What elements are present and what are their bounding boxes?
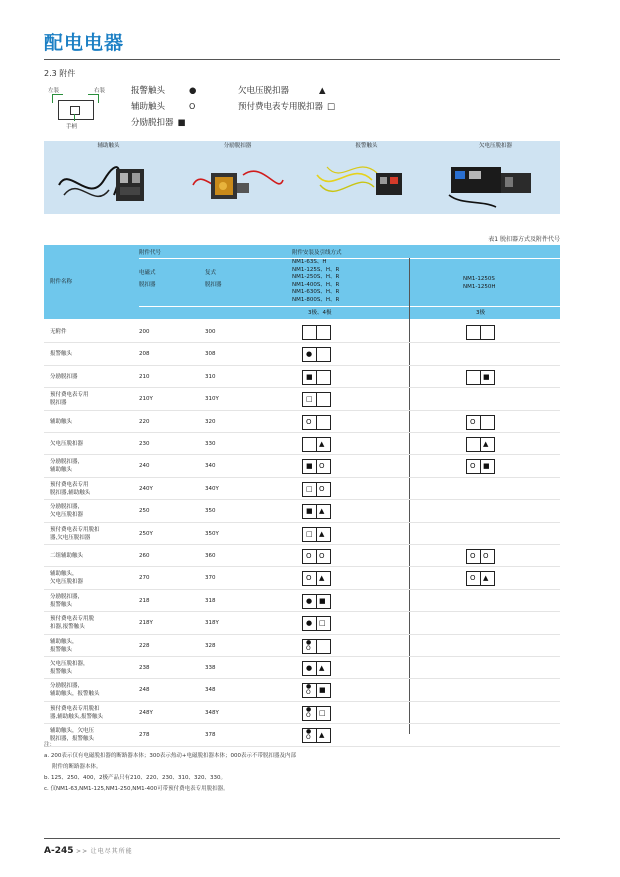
table-row [44,388,560,410]
photo-label-undervoltage: 欠电压脱扣器 [478,143,512,149]
accessory-name-line: 辅助触头 [50,418,73,425]
photo-label-alarm: 报警触头 [355,143,378,149]
wiring-symbol [466,459,495,474]
accessory-name-line: 脱扣器，报警触头 [50,736,95,743]
electromagnetic-code-cell: 230 [139,441,150,447]
table-row [44,590,560,612]
wiring-symbol [302,706,331,721]
accessory-name-cell [50,615,94,631]
accessory-name-line: 分励脱扣器， [50,683,84,690]
compound-code-cell: 348Y [205,709,219,716]
symbol-glyph: O [306,644,311,652]
accessory-name-cell [50,705,103,721]
accessory-name-line: 欠电压脱扣器 [50,441,84,447]
symbol-divider [480,326,481,339]
electromagnetic-code-cell: 218 [139,597,150,604]
symbol-glyph: ▲ [483,440,489,448]
handle-leader [74,114,75,121]
symbol-divider [316,528,317,541]
wiring-symbol [466,549,495,564]
symbol-divider [480,371,481,384]
accessory-name-line: 预付费电表专用 [50,481,89,488]
open-square-icon: □ [327,101,336,112]
wiring-symbol [302,683,331,698]
symbol-divider [316,460,317,473]
symbol-glyph: ▲ [319,574,325,583]
accessory-name-cell [50,391,89,407]
electromagnetic-code-cell: 218Y [139,620,153,627]
title-divider [44,59,560,60]
electromagnetic-code-cell: 250 [139,508,150,515]
legend-item-prepaid: 预付费电表专用脱扣器 □ [238,101,336,112]
wiring-symbol [302,504,331,519]
electromagnetic-code-cell: 220 [139,418,150,425]
compound-code-cell: 340 [205,463,216,470]
symbol-glyph: O [306,574,312,583]
left-mount-label: 左装 [48,88,60,94]
wiring-symbol [302,728,331,743]
symbol-divider [480,550,481,563]
compound-code-cell: 330 [205,441,216,447]
compound-code-cell: 350 [205,508,216,515]
wiring-symbol [466,571,495,586]
table-row [44,366,560,388]
accessory-photo-strip [44,141,560,214]
electromagnetic-code-cell: 250Y [139,530,153,537]
wiring-symbol [302,594,331,609]
accessory-name-cell [50,570,83,586]
table-caption: 表1 脱扣器方式及附件代号 [488,236,560,243]
table-row [44,321,560,343]
accessory-name-line: 辅助触头， [50,571,78,578]
wiring-symbol [302,661,331,676]
symbol-glyph: ■ [306,507,313,516]
symbol-glyph: □ [319,708,326,717]
accessory-name-line: 脱扣器 [50,400,67,407]
page-number: A-245 [44,846,74,856]
accessory-name-line: 器,辅助触头,报警触头 [50,713,103,720]
accessory-name-line: 无附件 [50,329,67,335]
compound-code-cell: 328 [205,642,216,649]
symbol-glyph: O [319,484,325,493]
table-row [44,612,560,634]
electromagnetic-code-cell: 200 [139,329,150,335]
symbol-divider [316,640,317,653]
mounting-diagram [44,84,114,132]
symbol-glyph: ● [306,350,313,359]
wiring-symbol [302,639,331,654]
symbol-glyph: O [306,734,311,742]
header-models-left: NM1-63S、H NM1-125S、H、R NM1-250S、H、R NM1-400S、H、R NM1-630S、H、R NM1-800S、H、R [292,259,340,303]
accessory-name-cell [50,526,100,542]
compound-code-cell: 360 [205,553,216,559]
table-row [44,545,560,567]
symbol-divider [480,416,481,429]
accessory-name-line: 器,欠电压脱扣器 [50,534,91,541]
accessory-name-line: 分励脱扣器 [50,373,78,380]
page-title: 配电电器 [44,32,125,54]
accessory-name-cell [50,593,83,609]
wiring-symbol [302,482,331,497]
photo-label-shunt: 分励脱扣器 [223,143,252,149]
symbol-glyph: O [470,552,476,560]
accessory-name-cell [50,638,78,654]
symbol-glyph: ● [306,619,313,628]
alarm-contact-photo [312,155,422,211]
symbol-glyph: ▲ [319,529,325,538]
compound-code-cell: 378 [205,732,216,739]
symbol-glyph: ■ [319,686,326,695]
compound-code-cell: 300 [205,329,216,335]
handle-label: 手柄 [66,124,78,130]
accessory-name-line: 分励脱扣器， [50,593,84,600]
table-row [44,679,560,701]
accessory-name-cell [50,552,83,560]
page-footer [44,846,133,856]
table-notes [44,740,296,795]
compound-code-cell: 338 [205,665,216,671]
wiring-symbol [466,437,495,452]
electromagnetic-code-cell: 270 [139,575,150,582]
symbol-glyph: □ [306,529,313,538]
compound-code-cell: 318Y [205,620,219,627]
wiring-symbol [302,325,331,340]
note-a: a. 200表示仅有电磁脱扣器的断路器本体；300表示热动+电磁脱扣器本体；000表示不带脱扣器及内部 [44,753,296,759]
accessory-name-line: 辅助触头， [50,638,78,645]
symbol-divider [316,505,317,518]
table-row [44,567,560,589]
header-poles-right: 3极 [476,310,485,316]
wiring-symbol [302,549,331,564]
symbol-glyph: □ [319,619,326,628]
electromagnetic-code-cell: 240Y [139,485,153,492]
accessory-name-cell [50,418,72,426]
accessory-name-line: 分励脱扣器， [50,459,84,466]
wiring-symbol [466,415,495,430]
accessory-name-cell [50,682,100,698]
wiring-symbol [302,459,331,474]
symbol-glyph: □ [306,395,313,404]
accessory-name-line: 脱扣器,辅助触头 [50,489,91,496]
symbol-glyph: ▲ [319,664,325,672]
filled-triangle-icon: ▲ [319,85,326,96]
compound-code-cell: 308 [205,351,216,358]
symbol-divider [316,550,317,563]
electromagnetic-code-cell: 228 [139,642,150,649]
electromagnetic-code-cell: 210Y [139,396,153,403]
accessory-name-cell [50,440,83,448]
filled-square-icon: ■ [177,117,186,128]
footer-arrows: >> [76,848,89,855]
symbol-glyph: O [306,711,311,719]
legend-item-auxiliary: 辅助触头 O [131,102,196,112]
symbol-glyph: ■ [319,596,326,605]
compound-code-cell: 320 [205,418,216,425]
compound-code-cell: 310Y [205,396,219,403]
shunt-release-photo [183,155,293,211]
symbol-glyph: ▲ [319,731,325,740]
footer-divider [44,838,560,839]
accessory-name-line: 欠电压脱扣器， [50,661,89,667]
legend-item-alarm: 报警触头 ● [131,85,197,96]
accessory-name-line: 报警触头 [50,601,73,608]
accessory-name-cell [50,350,72,358]
table-row [44,702,560,724]
symbol-glyph: O [319,462,325,471]
symbol-divider [480,460,481,473]
symbol-glyph: O [306,689,311,697]
symbol-glyph: ● [306,596,313,605]
symbol-glyph: O [483,552,489,560]
accessory-name-cell [50,481,90,497]
header-install-group: 附件安装及引线方式 [292,250,342,256]
symbol-divider [480,572,481,585]
header-accessory-name: 附件名称 [50,279,73,285]
electromagnetic-code-cell: 240 [139,463,150,470]
accessory-name-line: 预付费电表专用脱扣 [50,526,100,533]
accessory-name-line: 辅助触头，报警触头 [50,691,100,698]
compound-code-cell: 310 [205,373,216,380]
symbol-glyph: O [470,417,476,426]
header-electromagnetic: 电磁式 脱扣器 [139,270,156,288]
electromagnetic-code-cell: 260 [139,553,150,559]
accessory-name-line: 报警触头 [50,351,73,358]
table-header [44,245,560,319]
symbol-glyph: O [319,552,325,560]
accessory-name-line: 预付费电表专用 [50,392,89,399]
symbol-divider [316,729,317,742]
symbol-glyph: ■ [306,462,313,471]
table-row [44,523,560,545]
accessory-name-line: 预付费电表专用脱 [50,616,95,623]
symbol-glyph: ● [306,664,313,672]
symbol-divider [316,572,317,585]
header-models-right: NM1-1250S NM1-1250H [463,276,496,290]
compound-code-cell: 370 [205,575,216,582]
compound-code-cell: 318 [205,597,216,604]
wiring-symbol [302,437,331,452]
filled-circle-icon: ● [189,85,197,96]
accessory-name-cell [50,328,67,336]
wiring-symbol [466,325,495,340]
note-b: b. 125、250、400，2极产品只有210、220、230、310、320、330。 [44,775,226,781]
symbol-glyph: ▲ [319,440,325,448]
table-row [44,500,560,522]
symbol-divider [316,348,317,361]
accessory-name-line: 报警触头 [50,669,73,675]
accessory-name-line: 分励脱扣器， [50,504,84,511]
symbol-divider [316,483,317,496]
symbol-divider [316,416,317,429]
note-c: c. 仅NM1-63,NM1-125,NM1-250,NM1-400可带预付费电表专用脱扣器。 [44,786,229,792]
electromagnetic-code-cell: 278 [139,732,150,739]
wiring-symbol [302,527,331,542]
accessory-name-line: 二组辅助触头 [50,553,84,559]
accessory-name-line: 扣器,报警触头 [50,624,85,631]
accessory-name-line: 辅助触头 [50,467,73,474]
wiring-symbol [302,616,331,631]
wiring-symbol [302,347,331,362]
header-poles-left: 3极、4极 [308,310,332,316]
table-row [44,455,560,477]
footer-slogan: 让电尽其所能 [90,848,133,855]
symbol-glyph: ● [306,638,312,646]
accessory-name-cell [50,458,83,474]
notes-heading: 注： [44,742,56,748]
compound-code-cell: 350Y [205,530,219,537]
wiring-symbol [466,370,495,385]
wiring-symbol [302,392,331,407]
electromagnetic-code-cell: 238 [139,665,150,671]
symbol-divider [316,371,317,384]
accessory-name-cell [50,503,83,519]
symbol-divider [480,438,481,451]
symbol-glyph: ■ [483,372,490,381]
header-code-group: 附件代号 [139,250,162,256]
handle-slot [70,106,80,115]
table-row [44,433,560,455]
auxiliary-contact-photo [54,155,164,211]
accessory-name-line: 辅助触头，欠电压 [50,728,95,735]
symbol-glyph: ■ [483,462,490,471]
table-row [44,635,560,657]
symbol-glyph: O [306,417,312,426]
table-row [44,343,560,365]
symbol-divider [316,438,317,451]
note-a-continued: 附件的断路器本体。 [52,764,102,770]
wiring-symbol [302,415,331,430]
symbol-glyph: ■ [306,372,313,381]
symbol-glyph: ● [306,683,312,691]
electromagnetic-code-cell: 248 [139,687,150,694]
right-mount-label: 右装 [94,88,106,94]
section-heading: 2.3 附件 [44,69,76,78]
symbol-glyph: ▲ [483,574,489,583]
electromagnetic-code-cell: 208 [139,351,150,358]
symbol-divider [316,684,317,697]
photo-label-auxiliary: 辅助触头 [97,143,120,149]
undervoltage-release-photo [441,155,551,211]
table-row [44,657,560,679]
table-row [44,478,560,500]
electromagnetic-code-cell: 210 [139,373,150,380]
table-row [44,411,560,433]
accessory-name-line: 欠电压脱扣器 [50,512,84,519]
symbol-divider [316,393,317,406]
wiring-symbol [302,370,331,385]
accessory-name-cell [50,660,89,676]
header-compound: 复式 脱扣器 [205,270,222,288]
open-circle-icon: O [189,102,196,111]
symbol-divider [316,595,317,608]
header-rule [139,258,560,259]
electromagnetic-code-cell: 248Y [139,709,153,716]
accessory-name-cell [50,373,78,381]
symbol-divider [316,707,317,720]
legend-item-undervoltage: 欠电压脱扣器 ▲ [238,85,326,96]
compound-code-cell: 348 [205,687,216,694]
accessory-name-line: 欠电压脱扣器 [50,579,84,586]
symbol-glyph: ● [306,705,312,713]
symbol-glyph: ▲ [319,507,325,516]
symbol-glyph: O [470,462,476,471]
accessory-name-line: 报警触头 [50,646,73,653]
wiring-symbol [302,571,331,586]
header-rule [139,306,560,307]
symbol-glyph: □ [306,484,313,493]
symbol-divider [316,326,317,339]
legend-item-shunt: 分励脱扣器 ■ [131,117,186,128]
symbol-divider [316,617,317,630]
accessory-name-line: 预付费电表专用脱扣 [50,705,100,712]
compound-code-cell: 340Y [205,485,219,492]
symbol-glyph: O [306,552,312,560]
symbol-glyph: O [470,574,476,583]
symbol-divider [316,662,317,675]
symbol-glyph: ● [306,728,312,736]
